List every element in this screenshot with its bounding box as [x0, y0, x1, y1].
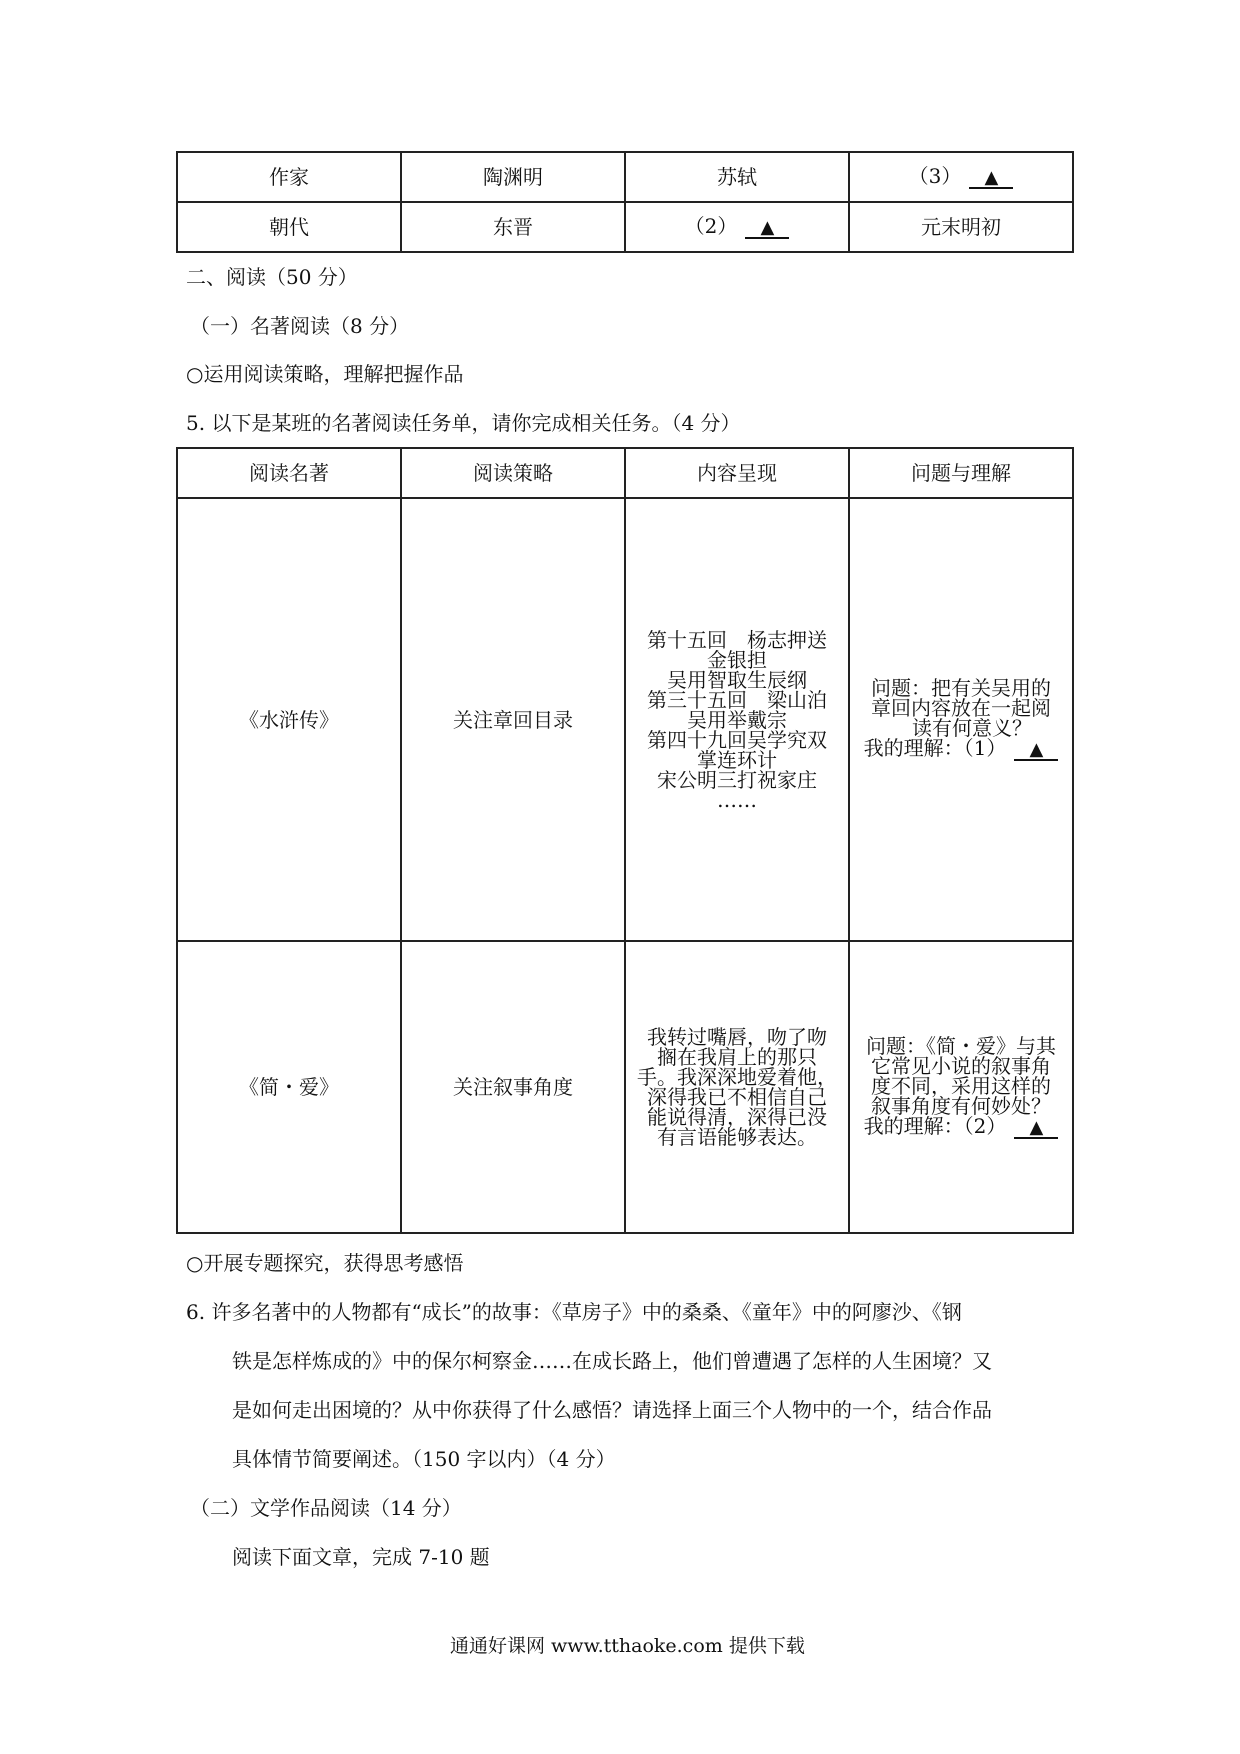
content-line: 掌连环计: [697, 747, 777, 772]
content-line: 第十五回 杨志押送: [647, 627, 827, 652]
header-question: 问题与理解: [849, 448, 1073, 498]
table-row: [177, 152, 1073, 202]
blank-number: （3）: [908, 163, 962, 188]
page-footer: 通通好课网 www.tthaoke.com 提供下载: [450, 1635, 805, 1657]
dynasty-blank-2: [625, 202, 849, 252]
answer-label: 我的理解：（1）: [863, 736, 1007, 760]
row-label-dynasty: 朝代: [177, 202, 401, 252]
table-row: [177, 202, 1073, 252]
subsection-title-2: （二）文学作品阅读（14 分）: [190, 1496, 462, 1520]
content-line: 手。我深深地爱着他，: [637, 1065, 837, 1089]
reading-task-table: [176, 447, 1074, 1234]
content-line: 吴用智取生辰纲: [667, 667, 807, 692]
question-line: 度不同，采用这样的: [871, 1073, 1051, 1098]
content-line: 深得我已不相信自己: [647, 1085, 827, 1109]
strategy-narrative: 关注叙事角度: [401, 941, 625, 1233]
strategy-chapter-titles: 关注章回目录: [401, 498, 625, 941]
answer-label: 我的理解：（2）: [863, 1113, 1007, 1138]
triangle-icon: ▲: [760, 216, 775, 238]
content-line: 吴用举戴宗: [687, 707, 787, 732]
content-excerpt: [625, 941, 849, 1233]
answer-blank: [1014, 738, 1058, 761]
question-line: 它常见小说的叙事角: [871, 1053, 1051, 1078]
subsection-title-1: （一）名著阅读（8 分）: [190, 314, 410, 338]
content-line: 第四十九回吴学究双: [647, 727, 827, 752]
content-line: 有言语能够表达。: [657, 1125, 817, 1149]
content-line: 搁在我肩上的那只: [657, 1045, 817, 1069]
header-strategy: 阅读策略: [401, 448, 625, 498]
table-header-row: [177, 448, 1073, 498]
content-line: 宋公明三打祝家庄: [657, 767, 817, 792]
dynasty-dongjin: 东晋: [401, 202, 625, 252]
book-jane-eyre: 《简・爱》: [177, 941, 401, 1233]
answer-blank: [745, 216, 789, 239]
content-chapters: [625, 498, 849, 941]
question-6-line-3: 是如何走出困境的？从中你获得了什么感悟？请选择上面三个人物中的一个，结合作品: [232, 1398, 992, 1422]
triangle-icon: ▲: [984, 166, 999, 188]
question-6-line-4: 具体情节简要阐述。（150 字以内）（4 分）: [232, 1447, 616, 1471]
question-6-line-1: 6. 许多名著中的人物都有“成长”的故事：《草房子》中的桑桑、《童年》中的阿廖沙、《钢: [186, 1300, 962, 1324]
dynasty-yuan-ming: 元末明初: [849, 202, 1073, 252]
answer-blank: [969, 166, 1013, 189]
content-line: 金银担: [707, 647, 767, 672]
content-line: ……: [717, 787, 757, 812]
answer-line-1: [850, 738, 1072, 761]
triangle-icon: ▲: [1029, 739, 1044, 760]
author-tao-yuanming: 陶渊明: [401, 152, 625, 202]
content-line: 第三十五回 梁山泊: [647, 687, 827, 712]
triangle-icon: ▲: [1029, 1116, 1044, 1138]
author-dynasty-table: [176, 151, 1074, 253]
strategy-heading-2: ○开展专题探究，获得思考感悟: [186, 1251, 464, 1275]
content-line: 我转过嘴唇，吻了吻: [647, 1025, 827, 1049]
question-line: 问题：《简・爱》与其: [866, 1033, 1056, 1058]
blank-number: （2）: [684, 213, 738, 238]
question-line: 叙事角度有何妙处？: [871, 1093, 1051, 1118]
question-5: 5. 以下是某班的名著阅读任务单，请你完成相关任务。（4 分）: [186, 411, 741, 435]
strategy-heading-1: ○运用阅读策略，理解把握作品: [186, 362, 464, 386]
reading-instruction: 阅读下面文章，完成 7-10 题: [232, 1545, 490, 1569]
row-label-author: 作家: [177, 152, 401, 202]
question-6-line-2: 铁是怎样炼成的》中的保尔柯察金……在成长路上，他们曾遭遇了怎样的人生困境？又: [232, 1349, 992, 1373]
question-understanding-2: [849, 941, 1073, 1233]
question-line: 问题：把有关吴用的: [871, 676, 1051, 700]
question-understanding-1: [849, 498, 1073, 941]
table-row: [177, 941, 1073, 1233]
section-title: 二、阅读（50 分）: [186, 265, 358, 289]
question-line: 章回内容放在一起阅: [871, 696, 1051, 720]
question-line: 读有何意义？: [912, 716, 1032, 740]
answer-line-2: [850, 1113, 1072, 1139]
answer-blank: [1014, 1116, 1058, 1139]
header-content: 内容呈现: [625, 448, 849, 498]
book-shuihu: 《水浒传》: [177, 498, 401, 941]
author-su-shi: 苏轼: [625, 152, 849, 202]
table-row: [177, 498, 1073, 941]
author-blank-3: [849, 152, 1073, 202]
content-line: 能说得清，深得已没: [647, 1105, 827, 1129]
header-book: 阅读名著: [177, 448, 401, 498]
